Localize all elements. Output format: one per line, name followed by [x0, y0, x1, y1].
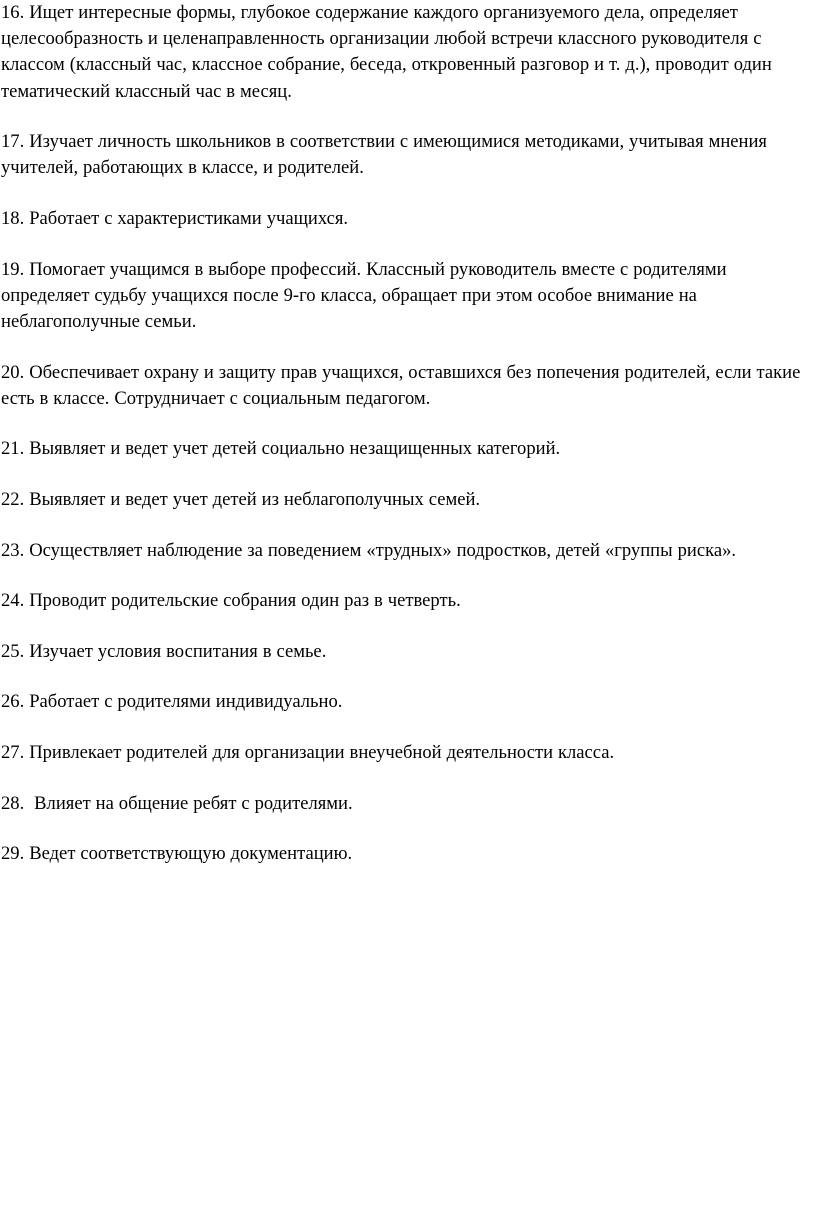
- list-item: 24. Проводит родительские собрания один раз в четверть.: [1, 590, 461, 612]
- list-item: 18. Работает с характеристиками учащихся.: [1, 208, 349, 229]
- list-item: 28. Влияет на общение ребят с родителями.: [1, 792, 353, 814]
- list-item: 16. Ищет интересные формы, глубокое содержание каждого организуемого дела, определяет целесообразность и целенаправленность организации любой встречи классного руководителя с классом (классный час, классное собрание, беседа, откровенный разговор и т. д.), проводит один тематический классный час в месяц.: [1, 2, 777, 102]
- list-item: 20. Обеспечивает охрану и защиту прав учащихся, оставшихся без попечения родителей, если такие есть в классе. Сотрудничает с социальным педагогом.: [1, 361, 806, 409]
- list-item: 22. Выявляет и ведет учет детей из неблагополучных семей.: [1, 488, 481, 510]
- list-item: 19. Помогает учащимся в выборе профессий. Классный руководитель вместе с родителями определяет судьбу учащихся после 9-го класса, обращает при этом особое внимание на неблагополучные семьи.: [1, 258, 732, 332]
- list-item: 29. Ведет соответствующую документацию.: [1, 843, 353, 865]
- list-item: 23. Осуществляет наблюдение за поведением «трудных» подростков, детей «группы риска».: [1, 539, 737, 561]
- list-item: 17. Изучает личность школьников в соответствии с имеющимися методиками, учитывая мнения учителей, работающих в классе, и родителей.: [1, 131, 772, 179]
- list-item: 21. Выявляет и ведет учет детей социально незащищенных категорий.: [1, 438, 561, 460]
- list-item: 26. Работает с родителями индивидуально.: [1, 691, 343, 713]
- list-item: 25. Изучает условия воспитания в семье.: [1, 640, 327, 662]
- list-item: 27. Привлекает родителей для организации внеучебной деятельности класса.: [1, 741, 615, 763]
